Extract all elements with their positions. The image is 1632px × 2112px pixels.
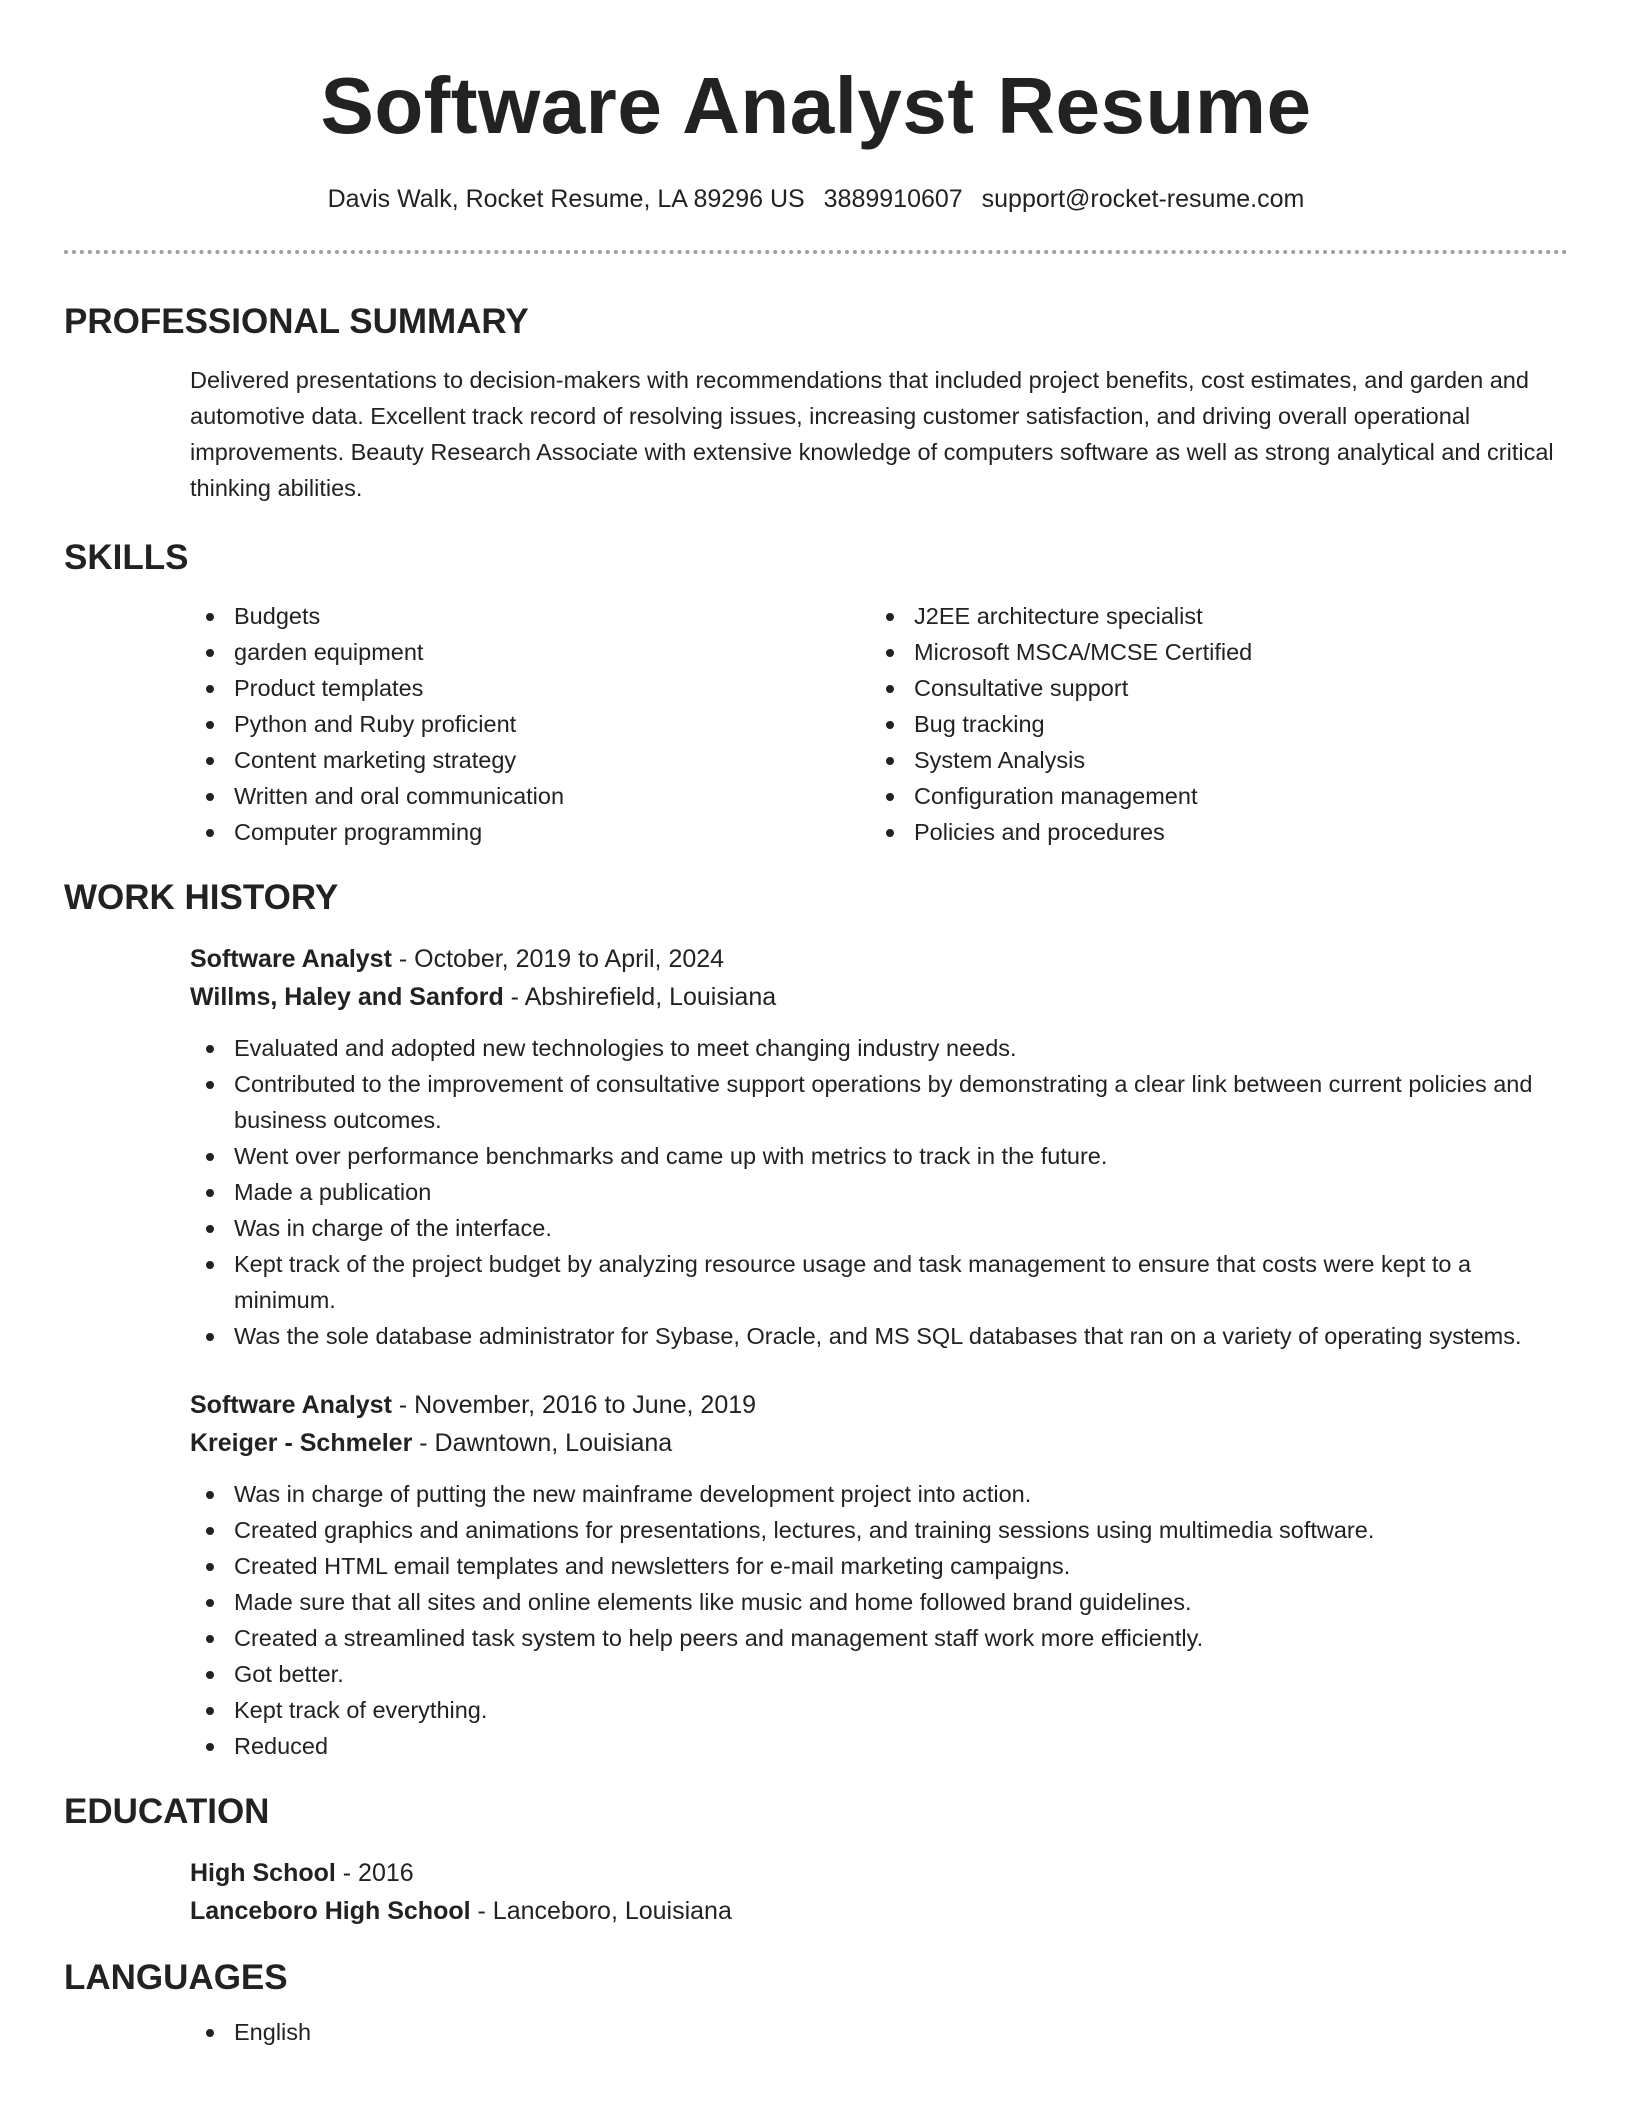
skill-item: Bug tracking — [870, 706, 1550, 742]
skills-left-list — [190, 598, 870, 850]
work-history-section — [64, 874, 1568, 1764]
skills-right-list — [870, 598, 1550, 850]
education-location: - Lanceboro, Louisiana — [470, 1897, 732, 1925]
job-company-line — [190, 978, 1568, 1016]
job-bullet: Was the sole database administrator for Sybase, Oracle, and MS SQL databases that ran on a variety of operating systems. — [190, 1318, 1568, 1354]
job-entry — [190, 940, 1568, 1354]
job-dates: - October, 2019 to April, 2024 — [391, 945, 725, 973]
skills-columns — [190, 598, 1568, 850]
job-entry — [190, 1386, 1568, 1764]
header-divider — [64, 250, 1568, 254]
summary-heading: PROFESSIONAL SUMMARY — [64, 302, 529, 341]
education-school: Lanceboro High School — [190, 1897, 471, 1925]
summary-section — [64, 298, 1568, 506]
skill-item: Content marketing strategy — [190, 742, 870, 778]
skill-item: J2EE architecture specialist — [870, 598, 1550, 634]
skill-item: Python and Ruby proficient — [190, 706, 870, 742]
resume-title: Software Analyst Resume — [320, 61, 1312, 150]
job-title: Software Analyst — [190, 1391, 392, 1419]
job-bullet: Created a streamlined task system to help peers and management staff work more efficiently. — [190, 1620, 1568, 1656]
job-bullet: Created HTML email templates and newsletters for e-mail marketing campaigns. — [190, 1548, 1568, 1584]
job-location: - Dawntown, Louisiana — [412, 1429, 673, 1457]
skill-item: Microsoft MSCA/MCSE Certified — [870, 634, 1550, 670]
language-item: English — [190, 2014, 1568, 2050]
job-bullet: Contributed to the improvement of consultative support operations by demonstrating a clear link between current policies and business outcomes. — [190, 1066, 1568, 1138]
education-entry — [190, 1854, 1568, 1930]
skill-item: Configuration management — [870, 778, 1550, 814]
contact-email: support@rocket-resume.com — [981, 185, 1305, 213]
job-bullet: Made a publication — [190, 1174, 1568, 1210]
education-school-line — [190, 1892, 1568, 1930]
work-history-heading: WORK HISTORY — [64, 878, 339, 917]
job-company: Kreiger - Schmeler — [190, 1429, 413, 1457]
skill-item: Product templates — [190, 670, 870, 706]
languages-heading: LANGUAGES — [64, 1958, 288, 1997]
contact-line — [64, 182, 1568, 216]
education-year: - 2016 — [335, 1859, 414, 1887]
skill-item: Consultative support — [870, 670, 1550, 706]
job-bullet: Was in charge of the interface. — [190, 1210, 1568, 1246]
education-degree: High School — [190, 1859, 336, 1887]
skill-item: Computer programming — [190, 814, 870, 850]
resume-page — [64, 0, 1568, 2112]
skill-item: Policies and procedures — [870, 814, 1550, 850]
education-section — [64, 1788, 1568, 1930]
summary-text: Delivered presentations to decision-makers with recommendations that included project benefits, cost estimates, and garden and automotive data. Excellent track record of resolving issues, increasing customer satisfaction, and driving overall operational improvements. Beauty Research Associate with extensive knowledge of computers software as well as strong analytical and critical thinking abilities. — [190, 367, 1554, 501]
skills-heading: SKILLS — [64, 538, 189, 577]
job-bullet: Kept track of the project budget by analyzing resource usage and task management to ensure that costs were kept to a minimum. — [190, 1246, 1568, 1318]
skill-item: Budgets — [190, 598, 870, 634]
job-title-line — [190, 940, 1568, 978]
education-heading: EDUCATION — [64, 1792, 270, 1831]
job-bullet: Kept track of everything. — [190, 1692, 1568, 1728]
job-company-line — [190, 1424, 1568, 1462]
languages-section — [64, 1954, 1568, 2050]
job-bullet: Evaluated and adopted new technologies to meet changing industry needs. — [190, 1030, 1568, 1066]
job-title: Software Analyst — [190, 945, 392, 973]
skill-item: System Analysis — [870, 742, 1550, 778]
job-company: Willms, Haley and Sanford — [190, 983, 504, 1011]
languages-list — [190, 2014, 1568, 2050]
job-location: - Abshirefield, Louisiana — [503, 983, 777, 1011]
job-bullet: Was in charge of putting the new mainframe development project into action. — [190, 1476, 1568, 1512]
job-bullet: Created graphics and animations for presentations, lectures, and training sessions using multimedia software. — [190, 1512, 1568, 1548]
job-title-line — [190, 1386, 1568, 1424]
resume-content — [64, 298, 1568, 2050]
skill-item: Written and oral communication — [190, 778, 870, 814]
job-bullet: Got better. — [190, 1656, 1568, 1692]
job-bullet: Made sure that all sites and online elements like music and home followed brand guidelines. — [190, 1584, 1568, 1620]
contact-phone: 3889910607 — [823, 185, 963, 213]
job-bullet-list — [190, 1476, 1568, 1764]
job-bullet: Reduced — [190, 1728, 1568, 1764]
skills-section — [64, 534, 1568, 850]
job-dates: - November, 2016 to June, 2019 — [391, 1391, 757, 1419]
contact-address: Davis Walk, Rocket Resume, LA 89296 US — [327, 185, 805, 213]
job-bullet: Went over performance benchmarks and came up with metrics to track in the future. — [190, 1138, 1568, 1174]
education-degree-line — [190, 1854, 1568, 1892]
skill-item: garden equipment — [190, 634, 870, 670]
job-bullet-list — [190, 1030, 1568, 1354]
